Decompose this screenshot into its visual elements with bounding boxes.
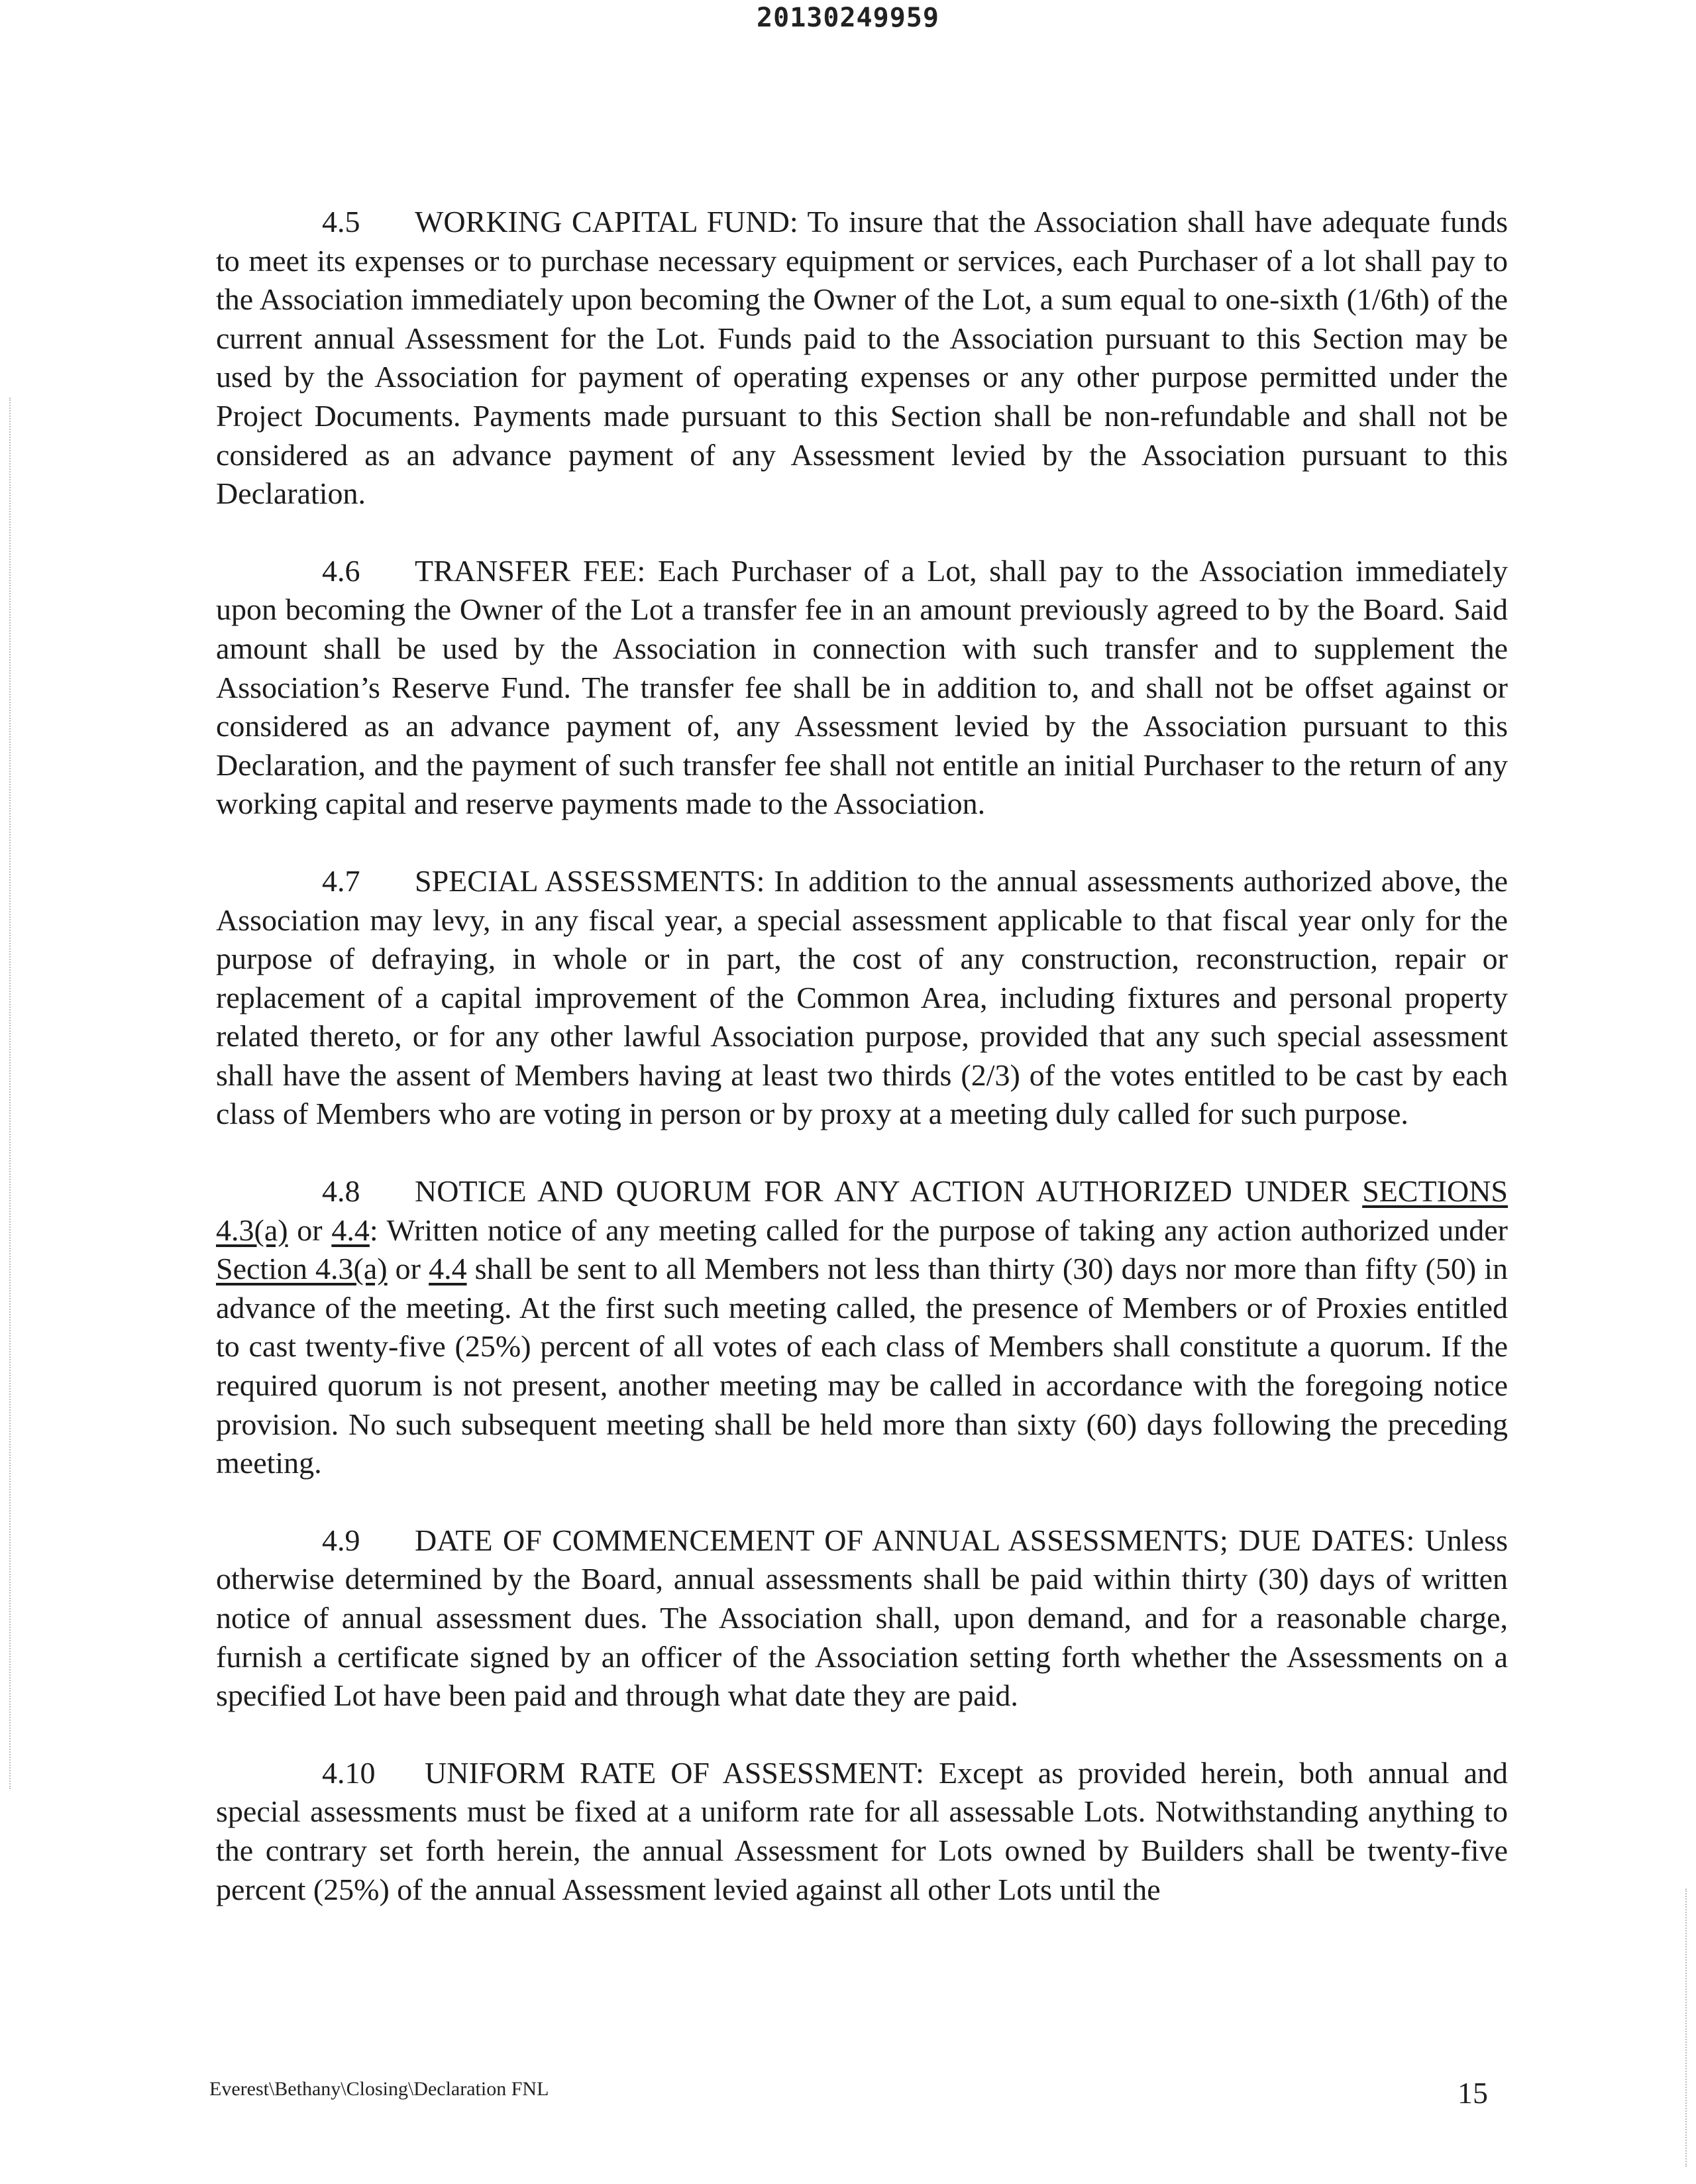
section-text: SPECIAL ASSESSMENTS: In addition to the annual assessments authorized above, the Association may levy, in any fiscal year, a special assessment applicable to that fiscal year only for the purpose of defraying, in whole or in part, the cost of any construction, reconstruction, repair or replacement of a capital improvement of the Common Area, including fixtures and personal property related thereto, or for any other lawful Association purpose, provided that any such special assessment shall have the assent of Members having at least two thirds (2/3) of the votes entitled to be cast by each class of Members who are voting in person or by proxy at a meeting duly called for such purpose. xyxy=(216,863,1508,1131)
section-text: or xyxy=(288,1213,332,1247)
footer-file-path: Everest\Bethany\Closing\Declaration FNL xyxy=(209,2078,549,2100)
document-number: 20130249959 xyxy=(757,3,939,33)
section-number: 4.8 xyxy=(322,1174,360,1209)
section-reference: 4.4 xyxy=(331,1213,370,1247)
section-number: 4.6 xyxy=(322,553,360,588)
section-4-6 xyxy=(216,552,1508,824)
document-body xyxy=(216,203,1508,1947)
section-number: 4.10 xyxy=(322,1755,376,1790)
section-4-7 xyxy=(216,862,1508,1134)
section-text: UNIFORM RATE OF ASSESSMENT: Except as provided herein, both annual and special assessments must be fixed at a uniform rate for all assessable Lots. Notwithstanding anything to the contrary set forth herein, the annual Assessment for Lots owned by Builders shall be twenty-five percent (25%) of the annual Assessment levied against all other Lots until the xyxy=(216,1755,1508,1906)
section-number: 4.5 xyxy=(322,205,360,239)
section-text: WORKING CAPITAL FUND: To insure that the Association shall have adequate funds to meet its expenses or to purchase necessary equipment or services, each Purchaser of a lot shall pay to the Association immediately upon becoming the Owner of the Lot, a sum equal to one-sixth (1/6th) of the current annual Assessment for the Lot. Funds paid to the Association pursuant to this Section may be used by the Association for payment of operating expenses or any other purpose permitted under the Project Documents. Payments made pursuant to this Section shall be non-refundable and shall not be considered as an advance payment of any Assessment levied by the Association pursuant to this Declaration. xyxy=(216,205,1508,511)
section-4-10 xyxy=(216,1754,1508,1909)
page-number: 15 xyxy=(1458,2076,1488,2110)
section-4-8 xyxy=(216,1172,1508,1483)
section-reference: 4.4 xyxy=(429,1252,467,1286)
scan-artifact xyxy=(1685,1888,1687,2167)
section-text: TRANSFER FEE: Each Purchaser of a Lot, shall pay to the Association immediately upon becoming the Owner of the Lot a transfer fee in an amount previously agreed to by the Board. Said amount shall be used by the Association in connection with such transfer and to supplement the Association’s Reserve Fund. The transfer fee shall be in addition to, and shall not be offset against or considered as an advance payment of, any Assessment levied by the Association pursuant to this Declaration, and the payment of such transfer fee shall not entitle an initial Purchaser to the return of any working capital and reserve payments made to the Association. xyxy=(216,553,1508,821)
section-text: : Written notice of any meeting called for the purpose of taking any action authorized under xyxy=(369,1213,1508,1247)
section-text: or xyxy=(387,1252,429,1286)
section-number: 4.9 xyxy=(322,1523,360,1557)
section-text: shall be sent to all Members not less than thirty (30) days nor more than fifty (50) in advance of the meeting. At the first such meeting called, the presence of Members or of Proxies entitled to cast twenty-five (25%) percent of all votes of each class of Members shall constitute a quorum. If the required quorum is not present, another meeting may be called in accordance with the foregoing notice provision. No such subsequent meeting shall be held more than sixty (60) days following the preceding meeting. xyxy=(216,1252,1509,1480)
section-4-5 xyxy=(216,203,1508,514)
scan-artifact xyxy=(9,398,11,1789)
section-number: 4.7 xyxy=(322,863,360,898)
section-4-9 xyxy=(216,1521,1508,1716)
section-reference: SECTIONS 4.3(a) xyxy=(216,1174,1508,1247)
section-text: DATE OF COMMENCEMENT OF ANNUAL ASSESSMENTS; DUE DATES: Unless otherwise determined by the Board, annual assessments shall be paid within thirty (30) days of written notice of annual assessment dues. The Association shall, upon demand, and for a reasonable charge, furnish a certificate signed by an officer of the Association setting forth whether the Assessments on a specified Lot have been paid and through what date they are paid. xyxy=(216,1523,1508,1713)
section-reference: Section 4.3(a) xyxy=(216,1252,388,1286)
section-text: NOTICE AND QUORUM FOR ANY ACTION AUTHORIZED UNDER xyxy=(415,1174,1363,1209)
